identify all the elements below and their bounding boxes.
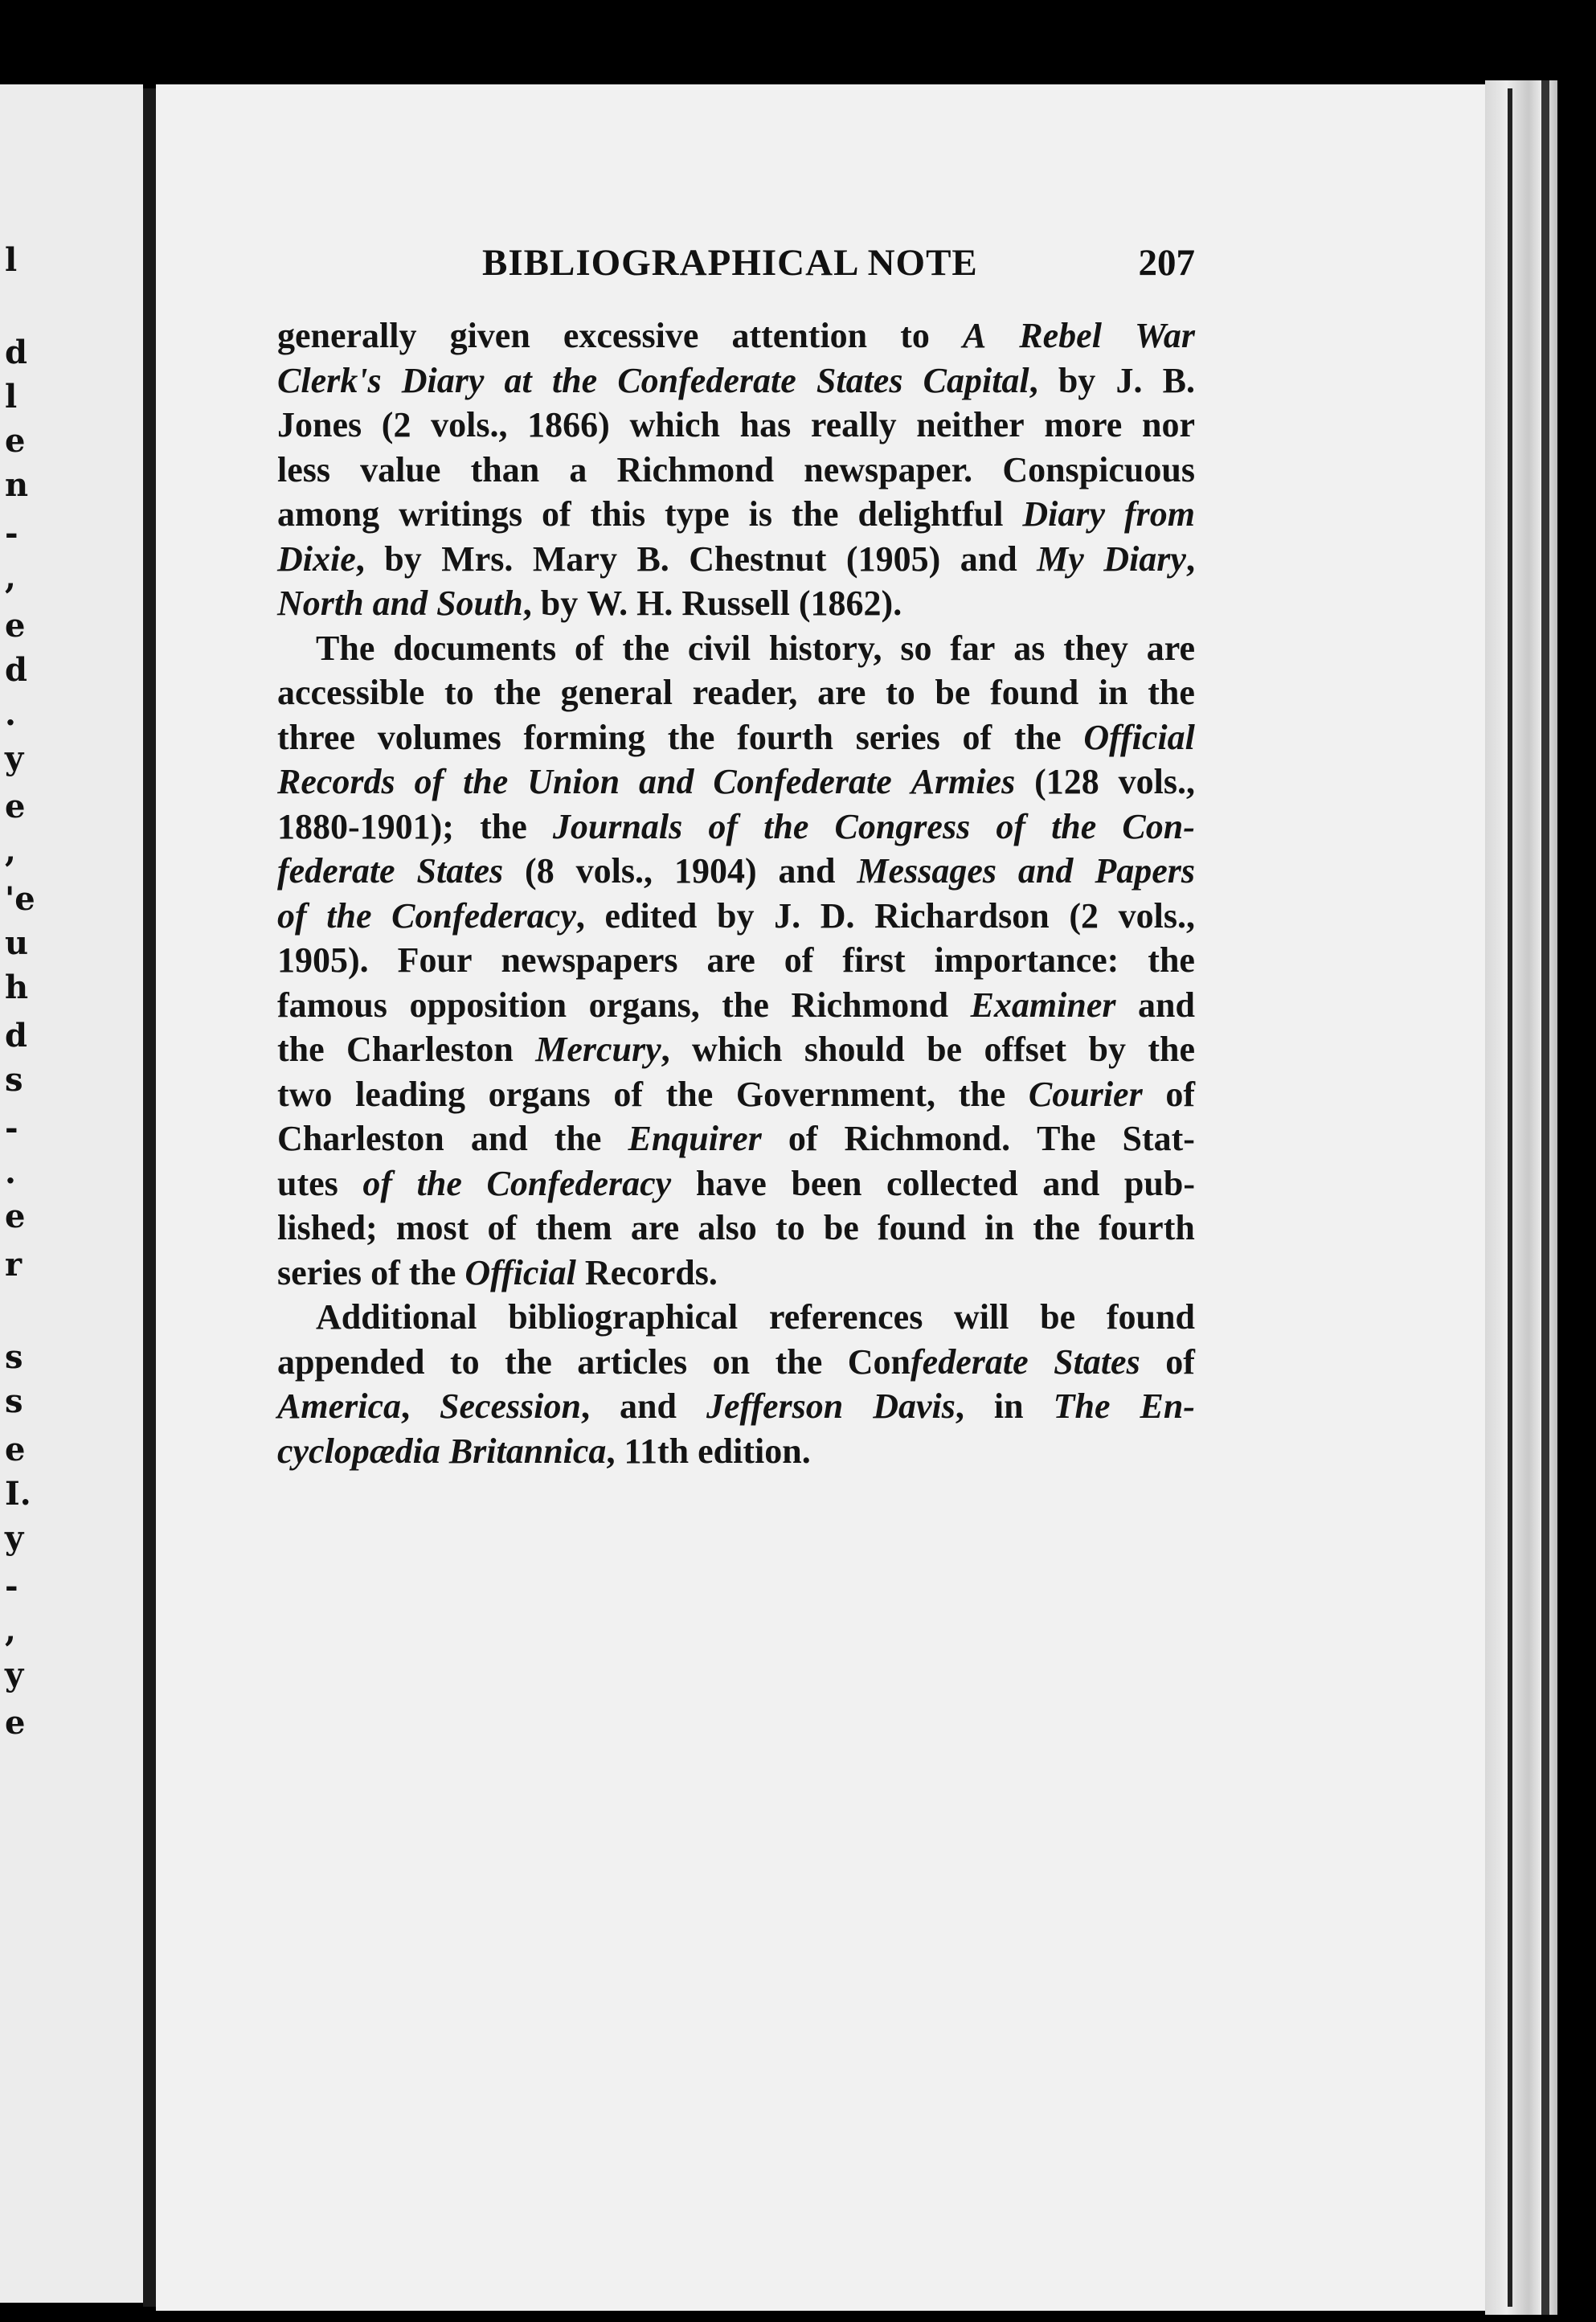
previous-page-fragment: y (5, 1519, 24, 1557)
word: which (692, 1030, 783, 1069)
word: accessible (277, 673, 425, 712)
word: excessive (563, 316, 699, 355)
word: newspapers (501, 940, 678, 980)
word: history, (768, 628, 882, 668)
word: the (554, 1119, 602, 1158)
word: Charleston (346, 1030, 514, 1069)
word: Mercury, (535, 1030, 670, 1069)
word: Records (277, 762, 395, 801)
word: Confederacy, (391, 895, 585, 936)
word: by (540, 584, 579, 623)
word: 11th (624, 1431, 690, 1471)
word: importance: (934, 940, 1119, 980)
word: W. (587, 584, 628, 623)
word: B. (1162, 360, 1195, 400)
word: them (535, 1208, 612, 1247)
word: most (395, 1208, 469, 1247)
word: the (505, 1341, 552, 1382)
word: War (1134, 316, 1195, 355)
word: (8 (525, 851, 555, 891)
word: from (1123, 494, 1195, 534)
word: be (927, 1030, 963, 1069)
word: Messages (857, 851, 996, 891)
word: Congress (834, 806, 971, 846)
word: of (574, 628, 604, 668)
word: Examiner (970, 985, 1116, 1025)
previous-page-fragment: e (5, 788, 26, 825)
word: edited (604, 895, 698, 936)
word: South, (436, 584, 532, 623)
text-line (277, 1116, 1195, 1161)
word: to (775, 1208, 805, 1247)
word: been (791, 1163, 862, 1203)
word: the (551, 360, 598, 400)
previous-page-fragment: y (5, 1656, 24, 1693)
word: Richmond (616, 449, 775, 489)
previous-page-fragment: l (5, 241, 18, 279)
page-block-edge (1485, 80, 1557, 2315)
word: of (414, 762, 444, 801)
text-line (277, 1295, 1195, 1340)
text-line (277, 983, 1195, 1028)
word: Diary (401, 360, 485, 400)
word: Papers (1095, 851, 1195, 891)
text-line (277, 537, 1195, 582)
word: in (993, 1386, 1024, 1426)
word: of (784, 940, 814, 980)
word: the (408, 1252, 456, 1292)
previous-page-fragment: h (5, 969, 29, 1006)
word: Confederate (847, 1341, 1029, 1382)
word: value (360, 449, 441, 489)
text-line (277, 1384, 1195, 1429)
word: offset (984, 1030, 1067, 1069)
text-line (277, 805, 1195, 850)
previous-page-fragment: u (5, 924, 29, 962)
word: by (717, 895, 755, 936)
word: leading (355, 1074, 465, 1114)
text-line (277, 670, 1195, 715)
text-line (277, 760, 1195, 805)
word: and (470, 1119, 528, 1158)
word: D. (820, 895, 855, 936)
word: will (954, 1297, 1009, 1337)
word: among (277, 494, 380, 534)
text-line (277, 1429, 1195, 1474)
word: Courier (1028, 1074, 1143, 1114)
word: bibliographical (508, 1297, 739, 1337)
text-line (277, 894, 1195, 939)
word: Enquirer (628, 1119, 762, 1158)
word: really (810, 405, 897, 444)
word: of (362, 1163, 393, 1203)
word: writings (399, 494, 523, 534)
word: is (748, 494, 772, 534)
word: (2 (381, 405, 411, 444)
word: neither (916, 405, 1025, 444)
running-title: BIBLIOGRAPHICAL NOTE (482, 242, 978, 284)
word: (2 (1069, 895, 1099, 936)
word: are (1146, 628, 1195, 668)
word: of (613, 1074, 644, 1114)
text-line (277, 358, 1195, 403)
word: Jefferson (706, 1386, 844, 1426)
word: of (1165, 1074, 1195, 1114)
running-head (482, 241, 1195, 289)
word: Rebel (1019, 316, 1102, 355)
text-line (277, 626, 1195, 671)
page-number: 207 (1138, 242, 1195, 284)
word: references (768, 1297, 923, 1337)
word: fourth (737, 717, 833, 757)
word: Mrs. (441, 539, 514, 579)
word: the (1148, 673, 1195, 712)
word: pub- (1123, 1163, 1195, 1203)
word: (1862). (798, 584, 902, 623)
word: they (1063, 628, 1128, 668)
word: North (277, 584, 364, 623)
word: of (708, 806, 739, 846)
word: are (630, 1208, 680, 1247)
previous-page-fragment: y (5, 739, 24, 777)
word: the (1033, 1208, 1080, 1247)
word: the (791, 494, 839, 534)
word: opposition (409, 985, 567, 1025)
text-line (277, 492, 1195, 537)
word: on (712, 1341, 751, 1382)
word: this (590, 494, 646, 534)
word: series (277, 1252, 362, 1292)
word: of (788, 1119, 818, 1158)
text-line (277, 313, 1195, 358)
word: and (639, 762, 694, 801)
word: the (1148, 940, 1195, 980)
previous-page-fragment: e (5, 607, 26, 645)
word: Diary (1022, 494, 1106, 534)
word: edition. (698, 1431, 811, 1471)
word: and (778, 851, 836, 891)
word: Government, (735, 1074, 935, 1114)
word: of (542, 494, 571, 534)
previous-page-fragment: - (5, 514, 18, 552)
word: Richmond. (844, 1119, 1011, 1158)
previous-page-fragment: e (5, 1431, 26, 1468)
word: type (665, 494, 730, 534)
word: civil (687, 628, 751, 668)
word: reader, (692, 673, 798, 712)
word: The (1037, 1119, 1096, 1158)
word: The (316, 628, 375, 668)
word: vols., (1118, 895, 1195, 936)
word: to (886, 673, 915, 712)
word: the (493, 673, 541, 712)
text-line (277, 849, 1195, 894)
word: volumes (377, 717, 501, 757)
word: forming (523, 717, 645, 757)
word: attention (731, 316, 868, 355)
word: Charleston (277, 1119, 444, 1158)
word: should (804, 1030, 905, 1069)
word: Dixie, (277, 539, 365, 579)
word: have (695, 1163, 767, 1203)
word: of (962, 717, 992, 757)
word: J. (1115, 360, 1143, 400)
word: (128 (1034, 762, 1099, 801)
word: En- (1140, 1386, 1195, 1426)
previous-page-fragment: 'e (5, 880, 35, 918)
word: the (1051, 806, 1097, 846)
word: 1866) (527, 405, 610, 444)
text-line (277, 1251, 1195, 1296)
word: of (370, 1252, 400, 1292)
previous-page-fragment: , (5, 559, 16, 596)
word: has (739, 405, 792, 444)
previous-page-fragment: d (5, 334, 27, 371)
text-line (277, 715, 1195, 760)
previous-page-fragment: r (5, 1246, 23, 1284)
word: by (1088, 1030, 1126, 1069)
word: appended (277, 1341, 425, 1382)
word: than (470, 449, 540, 489)
word: The (1053, 1386, 1111, 1426)
word: the (326, 895, 372, 936)
word: in (1098, 673, 1128, 712)
word: at (504, 360, 532, 400)
word: and (372, 584, 428, 623)
text-line (277, 1340, 1195, 1385)
previous-page-fragment: - (5, 1567, 18, 1605)
word: Jones (277, 405, 362, 444)
text-line (277, 938, 1195, 983)
word: more (1044, 405, 1123, 444)
previous-page-fragment: e (5, 1704, 26, 1742)
text-line (277, 403, 1195, 448)
previous-page-fragment: e (5, 1198, 26, 1235)
word: organs (488, 1074, 591, 1114)
word: which (629, 405, 720, 444)
word: Richardson (874, 895, 1050, 936)
word: the (416, 1163, 462, 1203)
word: the (763, 806, 809, 846)
word: lished; (277, 1208, 378, 1247)
word: Journals (552, 806, 683, 846)
word: 1904) (673, 851, 757, 891)
text-line (277, 1072, 1195, 1117)
word: and (1017, 851, 1074, 891)
previous-page-fragment: , (5, 1611, 16, 1649)
word: the (1148, 1030, 1195, 1069)
word: the (665, 1074, 714, 1114)
previous-page-edge (0, 84, 143, 2303)
word: be (1040, 1297, 1076, 1337)
previous-page-fragment: s (5, 1061, 23, 1099)
word: States (1054, 1341, 1140, 1382)
word: articles (577, 1341, 688, 1382)
previous-page-fragment: s (5, 1338, 23, 1376)
word: of (1165, 1341, 1195, 1382)
word: Russell (681, 584, 790, 623)
word: cyclopædia (277, 1431, 440, 1471)
word: organs, (588, 985, 700, 1025)
word: (1905) (845, 539, 941, 579)
word: Con- (1122, 806, 1195, 846)
word: 1880-1901); (277, 806, 454, 846)
word: less (277, 449, 330, 489)
previous-page-text-fragments (0, 84, 35, 2303)
previous-page-fragment: e (5, 422, 26, 460)
word: My (1037, 539, 1084, 579)
word: nor (1141, 405, 1195, 444)
word: vols., (575, 851, 653, 891)
text-line (277, 1206, 1195, 1251)
word: newspaper. (804, 449, 973, 489)
word: Diary, (1103, 539, 1195, 579)
word: A (962, 316, 987, 355)
word: Richmond (791, 985, 949, 1025)
word: Confederacy (486, 1163, 672, 1203)
word: J. (774, 895, 801, 936)
word: federate (277, 851, 395, 891)
word: found (878, 1208, 967, 1247)
previous-page-fragment: d (5, 1017, 27, 1055)
previous-page-fragment: . (5, 695, 16, 733)
word: to (444, 673, 474, 712)
word: Secession, (439, 1386, 590, 1426)
book-gutter (143, 88, 156, 2307)
word: collected (886, 1163, 1018, 1203)
word: are (706, 940, 755, 980)
word: Britannica, (448, 1431, 616, 1471)
word: fourth (1099, 1208, 1195, 1247)
word: Four (397, 940, 473, 980)
word: H. (636, 584, 673, 623)
word: Confederate (617, 360, 796, 400)
word: Stat- (1122, 1119, 1195, 1158)
word: of (996, 806, 1025, 846)
word: series (855, 717, 940, 757)
word: Capital, (923, 360, 1038, 400)
word: utes (277, 1163, 338, 1203)
text-line (277, 1027, 1195, 1072)
word: and (619, 1386, 677, 1426)
word: Records. (584, 1252, 718, 1292)
word: to (900, 316, 930, 355)
previous-page-fragment: - (5, 1109, 18, 1147)
word: to (449, 1341, 480, 1382)
word: the (277, 1030, 325, 1069)
word: famous (277, 985, 387, 1025)
word: vols., (1118, 762, 1195, 801)
word: by (1058, 360, 1096, 400)
word: the (480, 806, 527, 846)
previous-page-fragment: l (5, 378, 18, 416)
word: the (1013, 717, 1062, 757)
word: by (384, 539, 422, 579)
word: the (958, 1074, 1006, 1114)
body-text (277, 313, 1195, 1473)
word: the (622, 628, 670, 668)
word: 1905). (277, 940, 369, 980)
word: America, (277, 1386, 410, 1426)
previous-page-fragment: d (5, 651, 27, 689)
word: Official (464, 1252, 576, 1292)
word: be (935, 673, 971, 712)
word: Confederate (713, 762, 892, 801)
word: Davis, (873, 1386, 964, 1426)
previous-page-fragment: s (5, 1382, 23, 1420)
word: in (984, 1208, 1014, 1247)
word: Chestnut (689, 539, 827, 579)
word: so (900, 628, 932, 668)
word: Official (1083, 717, 1195, 757)
word: general (560, 673, 673, 712)
word: Clerk's (277, 360, 382, 400)
word: delightful (857, 494, 1004, 534)
previous-page-fragment: I. (5, 1475, 31, 1513)
word: Mary (532, 539, 617, 579)
word: and (960, 539, 1017, 579)
word: States (816, 360, 903, 400)
word: and (1138, 985, 1195, 1025)
word: are (817, 673, 866, 712)
text-line (277, 581, 1195, 626)
word: far (950, 628, 996, 668)
word: of (277, 895, 307, 936)
word: first (842, 940, 906, 980)
word: the (667, 717, 715, 757)
text-line (277, 448, 1195, 493)
word: found (990, 673, 1079, 712)
word: Conspicuous (1002, 449, 1195, 489)
word: B. (636, 539, 669, 579)
word: Armies (911, 762, 1016, 801)
word: be (823, 1208, 859, 1247)
word: documents (393, 628, 557, 668)
previous-page-fragment: . (5, 1153, 16, 1191)
word: a (569, 449, 587, 489)
word: given (449, 316, 530, 355)
word: found (1106, 1297, 1195, 1337)
word: generally (277, 316, 417, 355)
word: and (1042, 1163, 1100, 1203)
word: Union (527, 762, 620, 801)
word: of (487, 1208, 518, 1247)
text-line (277, 1161, 1195, 1206)
word: three (277, 717, 355, 757)
word: the (463, 762, 509, 801)
word: the (722, 985, 769, 1025)
previous-page-fragment: , (5, 832, 16, 870)
word: the (775, 1341, 823, 1382)
word: vols., (431, 405, 508, 444)
word: as (1013, 628, 1046, 668)
word: two (277, 1074, 333, 1114)
word: also (698, 1208, 757, 1247)
word: States (416, 851, 504, 891)
previous-page-fragment: n (5, 466, 29, 504)
word: Additional (316, 1297, 477, 1337)
